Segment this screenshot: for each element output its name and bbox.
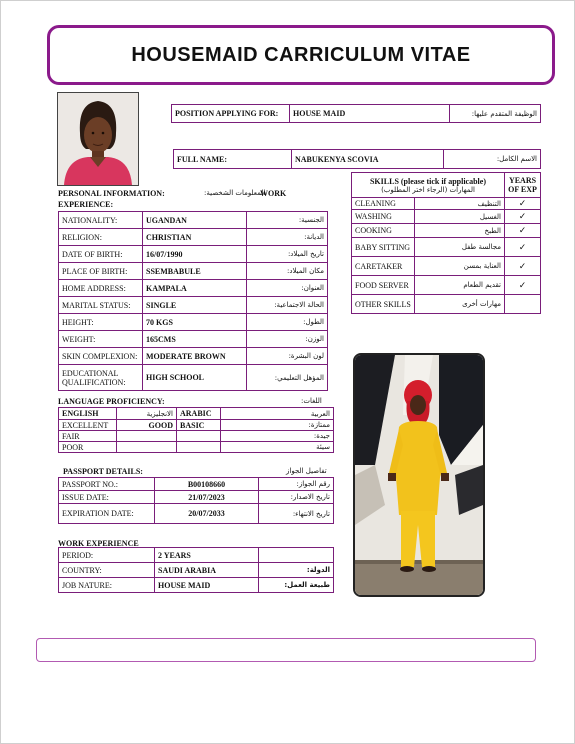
personal-label-ar: تاريخ الميلاد: [247, 246, 328, 263]
work-label: WORK [260, 189, 287, 198]
passport-field-label: PASSPORT NO.: [59, 478, 155, 491]
personal-label: MARITAL STATUS: [59, 297, 143, 314]
skill-tick: ✓ [505, 257, 541, 276]
position-label: POSITION APPLYING FOR: [172, 105, 290, 123]
skill-row [352, 238, 541, 257]
passport-row [59, 478, 334, 491]
personal-info-label: PERSONAL INFORMATION: [58, 189, 165, 198]
skill-tick: ✓ [505, 210, 541, 224]
english-label: ENGLISH [59, 408, 117, 420]
personal-label-ar: الديانة: [247, 229, 328, 246]
fullname-label: FULL NAME: [174, 150, 292, 169]
skill-name: CLEANING [352, 198, 415, 210]
personal-row [59, 331, 328, 348]
work-table [58, 547, 334, 593]
personal-value: 70 KGS [143, 314, 247, 331]
skill-name-ar: مهارات أخرى [414, 295, 504, 314]
skill-name-ar: الطبخ [414, 224, 504, 238]
work-field-value: HOUSE MAID [155, 578, 259, 593]
passport-row [59, 491, 334, 504]
passport-field-label: EXPIRATION DATE: [59, 504, 155, 524]
personal-label: HOME ADDRESS: [59, 280, 143, 297]
personal-value: CHRISTIAN [143, 229, 247, 246]
work-experience-label: WORK EXPERIENCE [58, 539, 139, 548]
skill-tick: ✓ [505, 198, 541, 210]
personal-label-ar: الوزن: [247, 331, 328, 348]
personal-table [58, 211, 328, 391]
skill-name: OTHER SKILLS [352, 295, 415, 314]
arabic-level-value [177, 431, 221, 442]
skill-row [352, 198, 541, 210]
skill-row [352, 224, 541, 238]
skill-tick: ✓ [505, 276, 541, 295]
skills-table [351, 172, 541, 314]
personal-row [59, 348, 328, 365]
arabic-level-value [177, 442, 221, 453]
personal-row [59, 212, 328, 229]
english-level-value: GOOD [117, 420, 177, 431]
arabic-level-value: BASIC [177, 420, 221, 431]
experience-label: EXPERIENCE: [58, 200, 114, 209]
personal-label: RELIGION: [59, 229, 143, 246]
skill-name: BABY SITTING [352, 238, 415, 257]
personal-row [59, 280, 328, 297]
skill-tick: ✓ [505, 238, 541, 257]
page-title: HOUSEMAID CARRICULUM VITAE [131, 43, 471, 66]
position-value: HOUSE MAID [290, 105, 450, 123]
skill-row [352, 276, 541, 295]
years-header: YEARS OF EXP [505, 173, 541, 198]
full-body-image [355, 355, 483, 595]
english-label-ar: الانجليزية [117, 408, 177, 420]
personal-label: NATIONALITY: [59, 212, 143, 229]
personal-label: EDUCATIONAL QUALIFICATION: [59, 365, 143, 391]
language-level: EXCELLENT [59, 420, 117, 431]
skill-name: CARETAKER [352, 257, 415, 276]
personal-value: SSEMBABULE [143, 263, 247, 280]
fullname-label-ar: الاسم الكامل: [444, 150, 541, 169]
personal-value: 16/07/1990 [143, 246, 247, 263]
skills-header-ar: المهارات (الرجاء اختر المطلوب) [381, 185, 475, 194]
passport-label-ar: تفاصيل الجواز [286, 467, 327, 475]
passport-field-label-ar: تاريخ الاصدار: [259, 491, 334, 504]
personal-label-ar: الحالة الاجتماعية: [247, 297, 328, 314]
work-row [59, 578, 334, 593]
skill-name: WASHING [352, 210, 415, 224]
language-level: FAIR [59, 431, 117, 442]
personal-value: HIGH SCHOOL [143, 365, 247, 391]
personal-row [59, 297, 328, 314]
personal-label: HEIGHT: [59, 314, 143, 331]
language-level-ar: ممتازة: [221, 420, 334, 431]
personal-row [59, 365, 328, 391]
personal-row [59, 314, 328, 331]
work-row [59, 548, 334, 563]
work-field-label-ar [259, 548, 334, 563]
language-row [59, 431, 334, 442]
passport-row [59, 504, 334, 524]
english-level-value [117, 442, 177, 453]
passport-photo [57, 92, 139, 186]
skill-name-ar: العناية بمسن [414, 257, 504, 276]
portrait-image [58, 93, 138, 185]
english-level-value [117, 431, 177, 442]
personal-label-ar: مكان الميلاد: [247, 263, 328, 280]
skill-row [352, 295, 541, 314]
passport-field-value: B00108660 [155, 478, 259, 491]
work-field-label: PERIOD: [59, 548, 155, 563]
language-label-ar: اللغات: [301, 397, 322, 405]
language-row [59, 420, 334, 431]
title-box [47, 25, 555, 85]
personal-label: WEIGHT: [59, 331, 143, 348]
skill-name-ar: الغسيل [414, 210, 504, 224]
passport-field-label: ISSUE DATE: [59, 491, 155, 504]
work-field-label-ar: الدولة: [259, 563, 334, 578]
personal-label: DATE OF BIRTH: [59, 246, 143, 263]
arabic-label: ARABIC [177, 408, 221, 420]
position-table [171, 104, 541, 123]
skill-row [352, 257, 541, 276]
work-field-label: COUNTRY: [59, 563, 155, 578]
skill-name-ar: مجالسة طفل [414, 238, 504, 257]
language-level-ar: جيدة: [221, 431, 334, 442]
work-field-value: SAUDI ARABIA [155, 563, 259, 578]
personal-label-ar: المؤهل التعليمي: [247, 365, 328, 391]
personal-row [59, 246, 328, 263]
language-level: POOR [59, 442, 117, 453]
personal-info-label-ar: المعلومات الشخصية: [204, 189, 266, 197]
work-field-label: JOB NATURE: [59, 578, 155, 593]
fullname-table [173, 149, 541, 169]
personal-row [59, 229, 328, 246]
work-field-label-ar: طبيعة العمل: [259, 578, 334, 593]
skill-name-ar: التنظيف [414, 198, 504, 210]
language-row [59, 442, 334, 453]
personal-row [59, 263, 328, 280]
work-row [59, 563, 334, 578]
skills-header: SKILLS (please tick if applicable) [369, 176, 486, 186]
language-label: LANGUAGE PROFICIENCY: [58, 397, 165, 406]
skill-name-ar: تقديم الطعام [414, 276, 504, 295]
fullname-value: NABUKENYA SCOVIA [292, 150, 444, 169]
passport-table [58, 477, 334, 524]
personal-label: SKIN COMPLEXION: [59, 348, 143, 365]
personal-value: SINGLE [143, 297, 247, 314]
work-field-value: 2 YEARS [155, 548, 259, 563]
footer-box [36, 638, 536, 662]
skill-name: FOOD SERVER [352, 276, 415, 295]
personal-label-ar: العنوان: [247, 280, 328, 297]
personal-value: UGANDAN [143, 212, 247, 229]
full-body-photo [353, 353, 485, 597]
personal-value: MODERATE BROWN [143, 348, 247, 365]
personal-label: PLACE OF BIRTH: [59, 263, 143, 280]
personal-label-ar: لون البشرة: [247, 348, 328, 365]
position-label-ar: الوظيفة المتقدم عليها: [450, 105, 541, 123]
passport-field-value: 20/07/2033 [155, 504, 259, 524]
personal-value: KAMPALA [143, 280, 247, 297]
skill-name: COOKING [352, 224, 415, 238]
language-table [58, 407, 334, 453]
skill-tick [505, 295, 541, 314]
arabic-label-ar: العربية [221, 408, 334, 420]
personal-label-ar: الطول: [247, 314, 328, 331]
skill-tick: ✓ [505, 224, 541, 238]
passport-field-value: 21/07/2023 [155, 491, 259, 504]
skills-header-cell [352, 173, 505, 198]
passport-label: PASSPORT DETAILS: [63, 467, 143, 476]
passport-field-label-ar: تاريخ الانتهاء: [259, 504, 334, 524]
personal-label-ar: الجنسية: [247, 212, 328, 229]
language-level-ar: سيئة [221, 442, 334, 453]
personal-value: 165CMS [143, 331, 247, 348]
skill-row [352, 210, 541, 224]
passport-field-label-ar: رقم الجواز: [259, 478, 334, 491]
